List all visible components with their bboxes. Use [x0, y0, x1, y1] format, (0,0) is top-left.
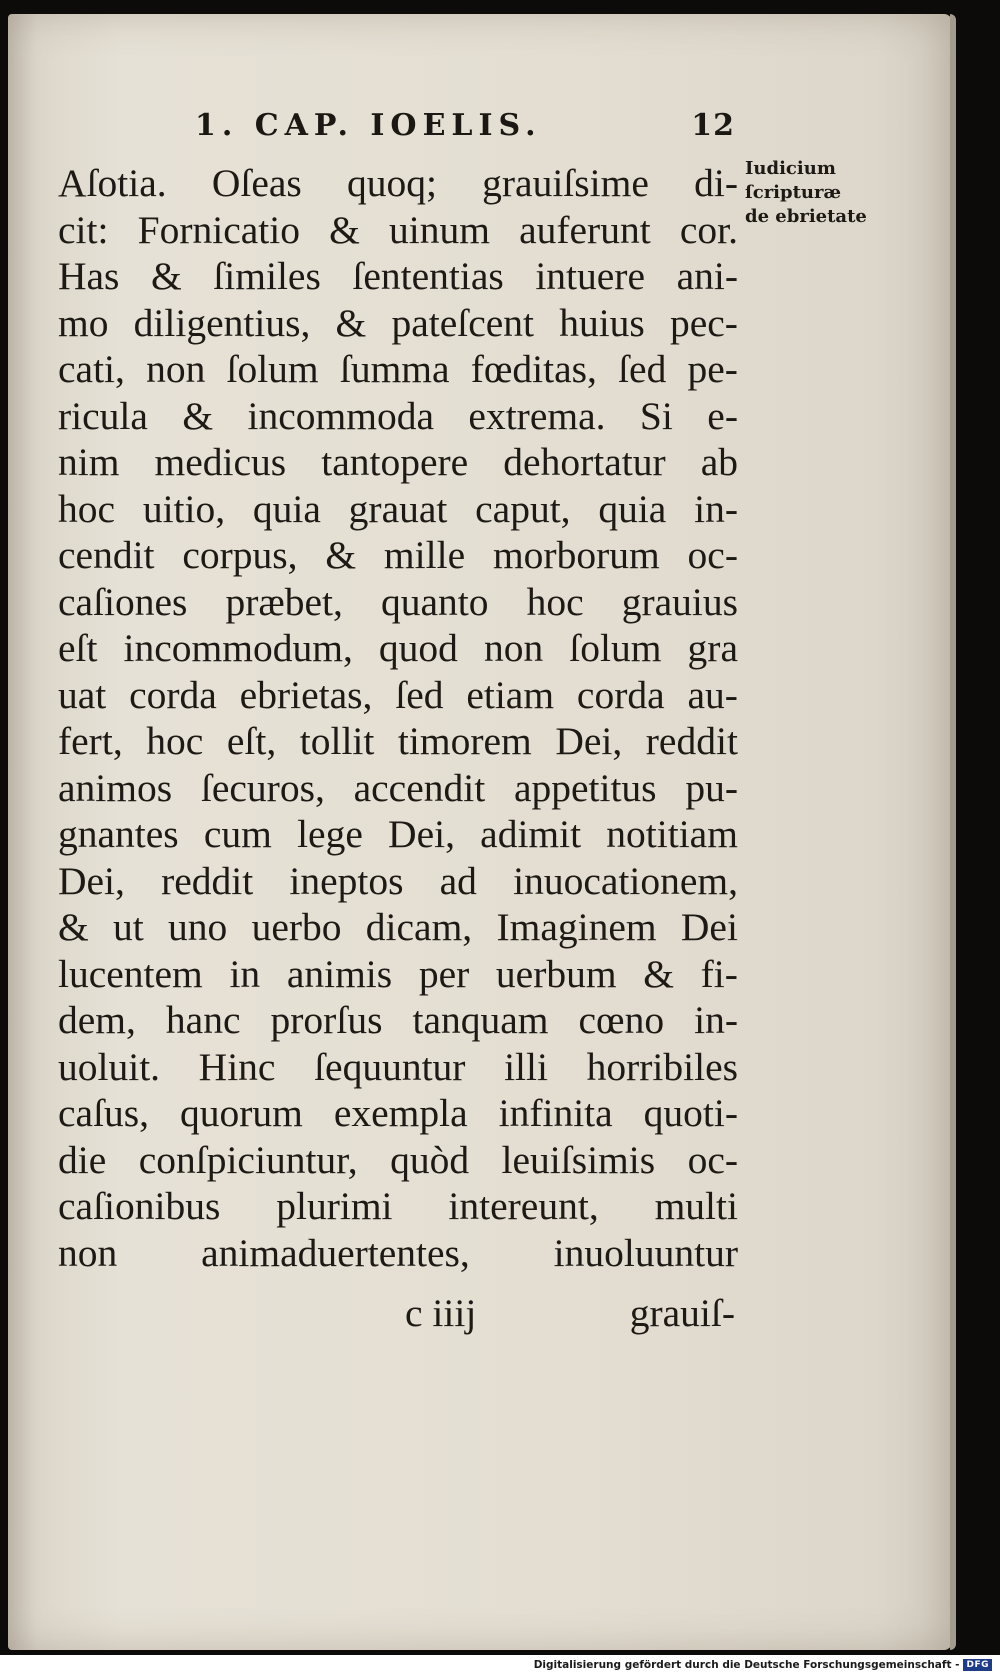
text-line: Dei, reddit ineptos ad inuocationem,	[58, 858, 738, 903]
text-line: dem, hanc prorſus tanquam cœno in-	[58, 998, 738, 1042]
text-line: hoc uitio, quia grauat caput, quia in-	[58, 486, 738, 531]
text-line: animos ſecuros, accendit appetitus pu-	[58, 765, 738, 810]
body-text	[58, 160, 738, 1276]
text-line: caſionibus plurimi intereunt, multi	[58, 1184, 738, 1228]
marginal-note-line: de ebrietate	[745, 206, 867, 227]
text-line: non animaduertentes, inuoluuntur	[58, 1230, 738, 1275]
dfg-logo-icon: DFG	[963, 1659, 992, 1671]
text-line: cit: Fornicatio & uinum auferunt cor.	[58, 207, 738, 252]
text-line: ricula & incommoda extrema. Si e-	[58, 393, 738, 438]
signature-catchword-line	[405, 1290, 735, 1336]
running-head	[195, 108, 735, 144]
text-line: nim medicus tantopere dehortatur ab	[58, 440, 738, 484]
digitization-footer	[534, 1657, 992, 1673]
funding-credit: Digitalisierung gefördert durch die Deutsche Forschungsgemeinschaft -	[533, 1659, 960, 1671]
catchword: grauiſ-	[629, 1291, 735, 1335]
text-line: gnantes cum lege Dei, adimit notitiam	[58, 812, 738, 856]
marginal-note-line: Iudicium	[745, 158, 836, 179]
text-line: uoluit. Hinc ſequuntur illi horribiles	[58, 1044, 738, 1089]
text-line: fert, hoc eſt, tollit timorem Dei, reddit	[58, 719, 738, 763]
chapter-title: 1. CAP. IOELIS.	[195, 108, 542, 143]
marginal-note-line: ſcripturæ	[745, 182, 842, 203]
marginal-note	[745, 157, 895, 229]
text-line: cendit corpus, & mille morborum oc-	[58, 533, 738, 577]
page-number: 12	[691, 108, 735, 143]
text-line: uat corda ebrietas, ſed etiam corda au-	[58, 672, 738, 717]
text-line: lucentem in animis per uerbum & fi-	[58, 951, 738, 996]
text-line: die conſpiciuntur, quòd leuiſsimis oc-	[58, 1137, 738, 1182]
signature-mark: c iiij	[405, 1291, 477, 1335]
text-line: Aſotia. Oſeas quoq; grauiſsime di-	[58, 161, 738, 205]
text-line: caſus, quorum exempla infinita quoti-	[58, 1091, 738, 1135]
text-line: cati, non ſolum ſumma fœditas, ſed pe-	[58, 347, 738, 391]
text-line: Has & ſimiles ſententias intuere ani-	[58, 254, 738, 298]
text-line: eſt incommodum, quod non ſolum gra	[58, 626, 738, 670]
text-line: & ut uno uerbo dicam, Imaginem Dei	[58, 905, 738, 949]
text-line: caſiones præbet, quanto hoc grauius	[58, 579, 738, 624]
text-line: mo diligentius, & pateſcent huius pec-	[58, 300, 738, 345]
